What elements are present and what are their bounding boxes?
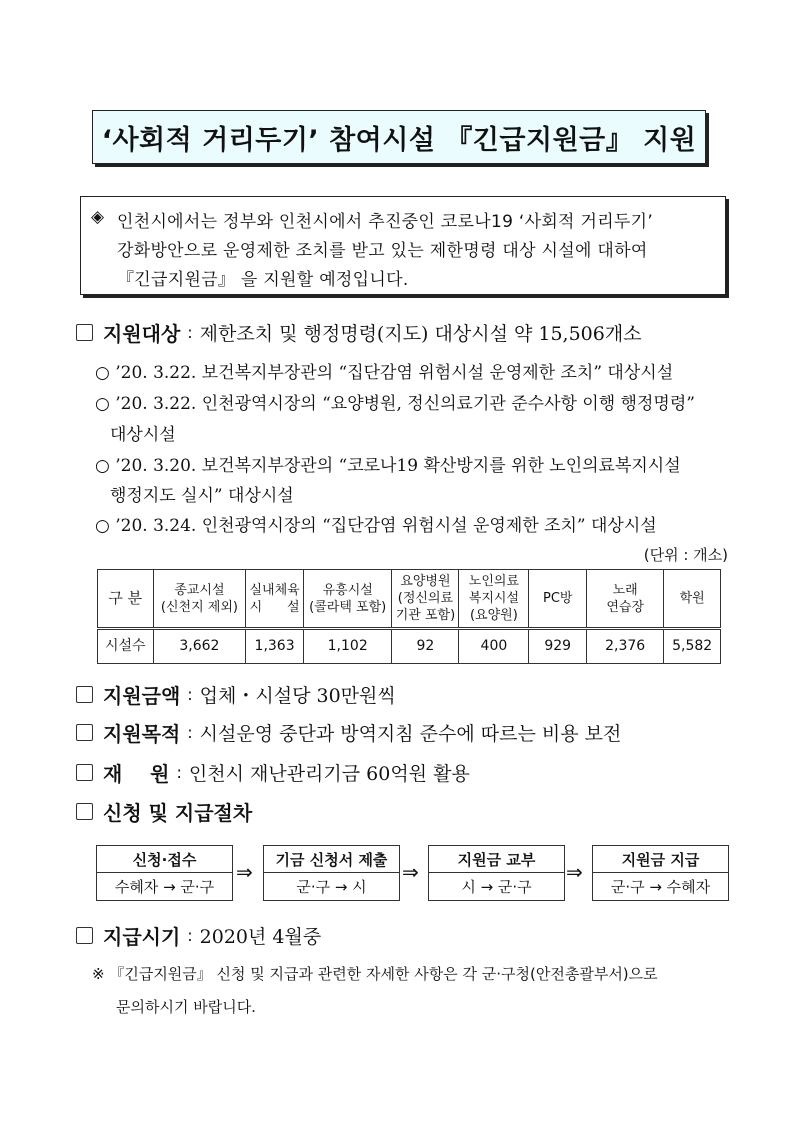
- section-head: 지원대상: [103, 322, 181, 346]
- checkbox-square-icon: [76, 803, 93, 820]
- column-header: 실내체육 시 설: [246, 570, 304, 629]
- flow-step-grant: [428, 845, 565, 901]
- double-arrow-right-icon: ⇒: [236, 860, 253, 884]
- section-body: 시설운영 중단과 방역지침 준수에 따르는 비용 보전: [199, 723, 622, 745]
- checkbox-square-icon: [76, 324, 93, 341]
- section-amount: [76, 680, 396, 709]
- separator: :: [187, 926, 193, 945]
- diamond-bullet-icon: ◈: [91, 207, 105, 227]
- table-row: [98, 629, 721, 664]
- table-cell: 1,363: [246, 629, 304, 664]
- section-procedure: [76, 797, 252, 826]
- flow-step-title: 신청·접수: [97, 846, 232, 873]
- row-header: 시설수: [98, 629, 154, 664]
- checkbox-square-icon: [76, 764, 93, 781]
- table-cell: 2,376: [587, 629, 664, 664]
- section-head: 지원금액: [103, 684, 181, 708]
- list-item: ○ ’20. 3.22. 보건복지부장관의 “집단감염 위험시설 운영제한 조치” 대상시설: [95, 363, 674, 383]
- document-title: ‘사회적 거리두기’ 참여시설 『긴급지원금』 지원: [101, 124, 697, 156]
- intro-line-1: 인천시에서는 정부와 인천시에서 추진중인 코로나19 ‘사회적 거리두기’: [117, 212, 654, 232]
- separator: :: [187, 685, 193, 704]
- section-purpose: [76, 718, 621, 747]
- section-target: [76, 318, 642, 347]
- list-item: ○ ’20. 3.24. 인천광역시장의 “집단감염 위험시설 운영제한 조치” 대상시설: [95, 516, 657, 536]
- flow-step-detail: 시 → 군·구: [461, 878, 532, 896]
- list-item-continuation: 대상시설: [110, 425, 176, 445]
- table-cell: 929: [529, 629, 587, 664]
- column-header: 종교시설 (신천지 제외): [153, 570, 246, 629]
- checkbox-square-icon: [76, 724, 93, 741]
- table-cell: 1,102: [303, 629, 392, 664]
- flow-step-detail: 수혜자 → 군·구: [114, 878, 215, 896]
- facility-count-table: [97, 569, 721, 664]
- flow-step-detail: 군·구 → 시: [296, 878, 367, 896]
- intro-line-3: 『긴급지원금』 을 지원할 예정입니다.: [117, 270, 409, 290]
- flow-step-title: 기금 신청서 제출: [264, 846, 399, 873]
- flow-step-submit: [263, 845, 400, 901]
- column-header: 요양병원 (정신의료 기관 포함): [392, 570, 459, 629]
- double-arrow-right-icon: ⇒: [402, 860, 419, 884]
- section-head: 재 원: [103, 762, 170, 786]
- section-head: 지원목적: [103, 722, 181, 746]
- table-cell: 5,582: [664, 629, 721, 664]
- table-unit-label: (단위 : 개소): [643, 546, 728, 564]
- section-body: 업체・시설당 30만원씩: [199, 685, 396, 707]
- separator: :: [187, 723, 193, 742]
- table-header-row: [98, 570, 721, 629]
- intro-line-2: 강화방안으로 운영제한 조치를 받고 있는 제한명령 대상 시설에 대하여: [117, 241, 648, 261]
- table-cell: 92: [392, 629, 459, 664]
- list-item-continuation: 행정지도 실시” 대상시설: [110, 486, 294, 506]
- document-title-box: [92, 110, 706, 164]
- column-header: 유흥시설 (콜라텍 포함): [303, 570, 392, 629]
- intro-box: [80, 196, 726, 295]
- column-header: 노래 연습장: [587, 570, 664, 629]
- checkbox-square-icon: [76, 927, 93, 944]
- section-funding: [76, 758, 470, 787]
- section-timing: [76, 921, 321, 950]
- note-line-2: 문의하시기 바랍니다.: [116, 998, 256, 1016]
- note-line-1: ※ 『긴급지원금』 신청 및 지급과 관련한 자세한 사항은 각 군·구청(안전총괄부서)으로: [92, 965, 658, 983]
- section-head: 지급시기: [103, 925, 181, 949]
- section-head: 신청 및 지급절차: [103, 801, 253, 825]
- table-corner-header: 구 분: [98, 570, 154, 629]
- flow-step-pay: [592, 845, 729, 901]
- column-header: 노인의료 복지시설 (요양원): [459, 570, 529, 629]
- flow-step-title: 지원금 지급: [593, 846, 728, 873]
- separator: :: [176, 763, 182, 782]
- section-body: 인천시 재난관리기금 60억원 활용: [188, 763, 470, 785]
- list-item: ○ ’20. 3.22. 인천광역시장의 “요양병원, 정신의료기관 준수사항 이행 행정명령”: [95, 394, 695, 414]
- table-cell: 400: [459, 629, 529, 664]
- flow-step-apply: [96, 845, 233, 901]
- double-arrow-right-icon: ⇒: [566, 860, 583, 884]
- column-header: 학원: [664, 570, 721, 629]
- separator: :: [187, 323, 193, 342]
- flow-step-detail: 군·구 → 수혜자: [610, 878, 711, 896]
- section-body: 제한조치 및 행정명령(지도) 대상시설 약 15,506개소: [199, 323, 642, 345]
- flow-step-title: 지원금 교부: [429, 846, 564, 873]
- column-header: PC방: [529, 570, 587, 629]
- table-cell: 3,662: [153, 629, 246, 664]
- checkbox-square-icon: [76, 686, 93, 703]
- list-item: ○ ’20. 3.20. 보건복지부장관의 “코로나19 확산방지를 위한 노인의료복지시설: [95, 456, 681, 476]
- section-body: 2020년 4월중: [199, 926, 322, 948]
